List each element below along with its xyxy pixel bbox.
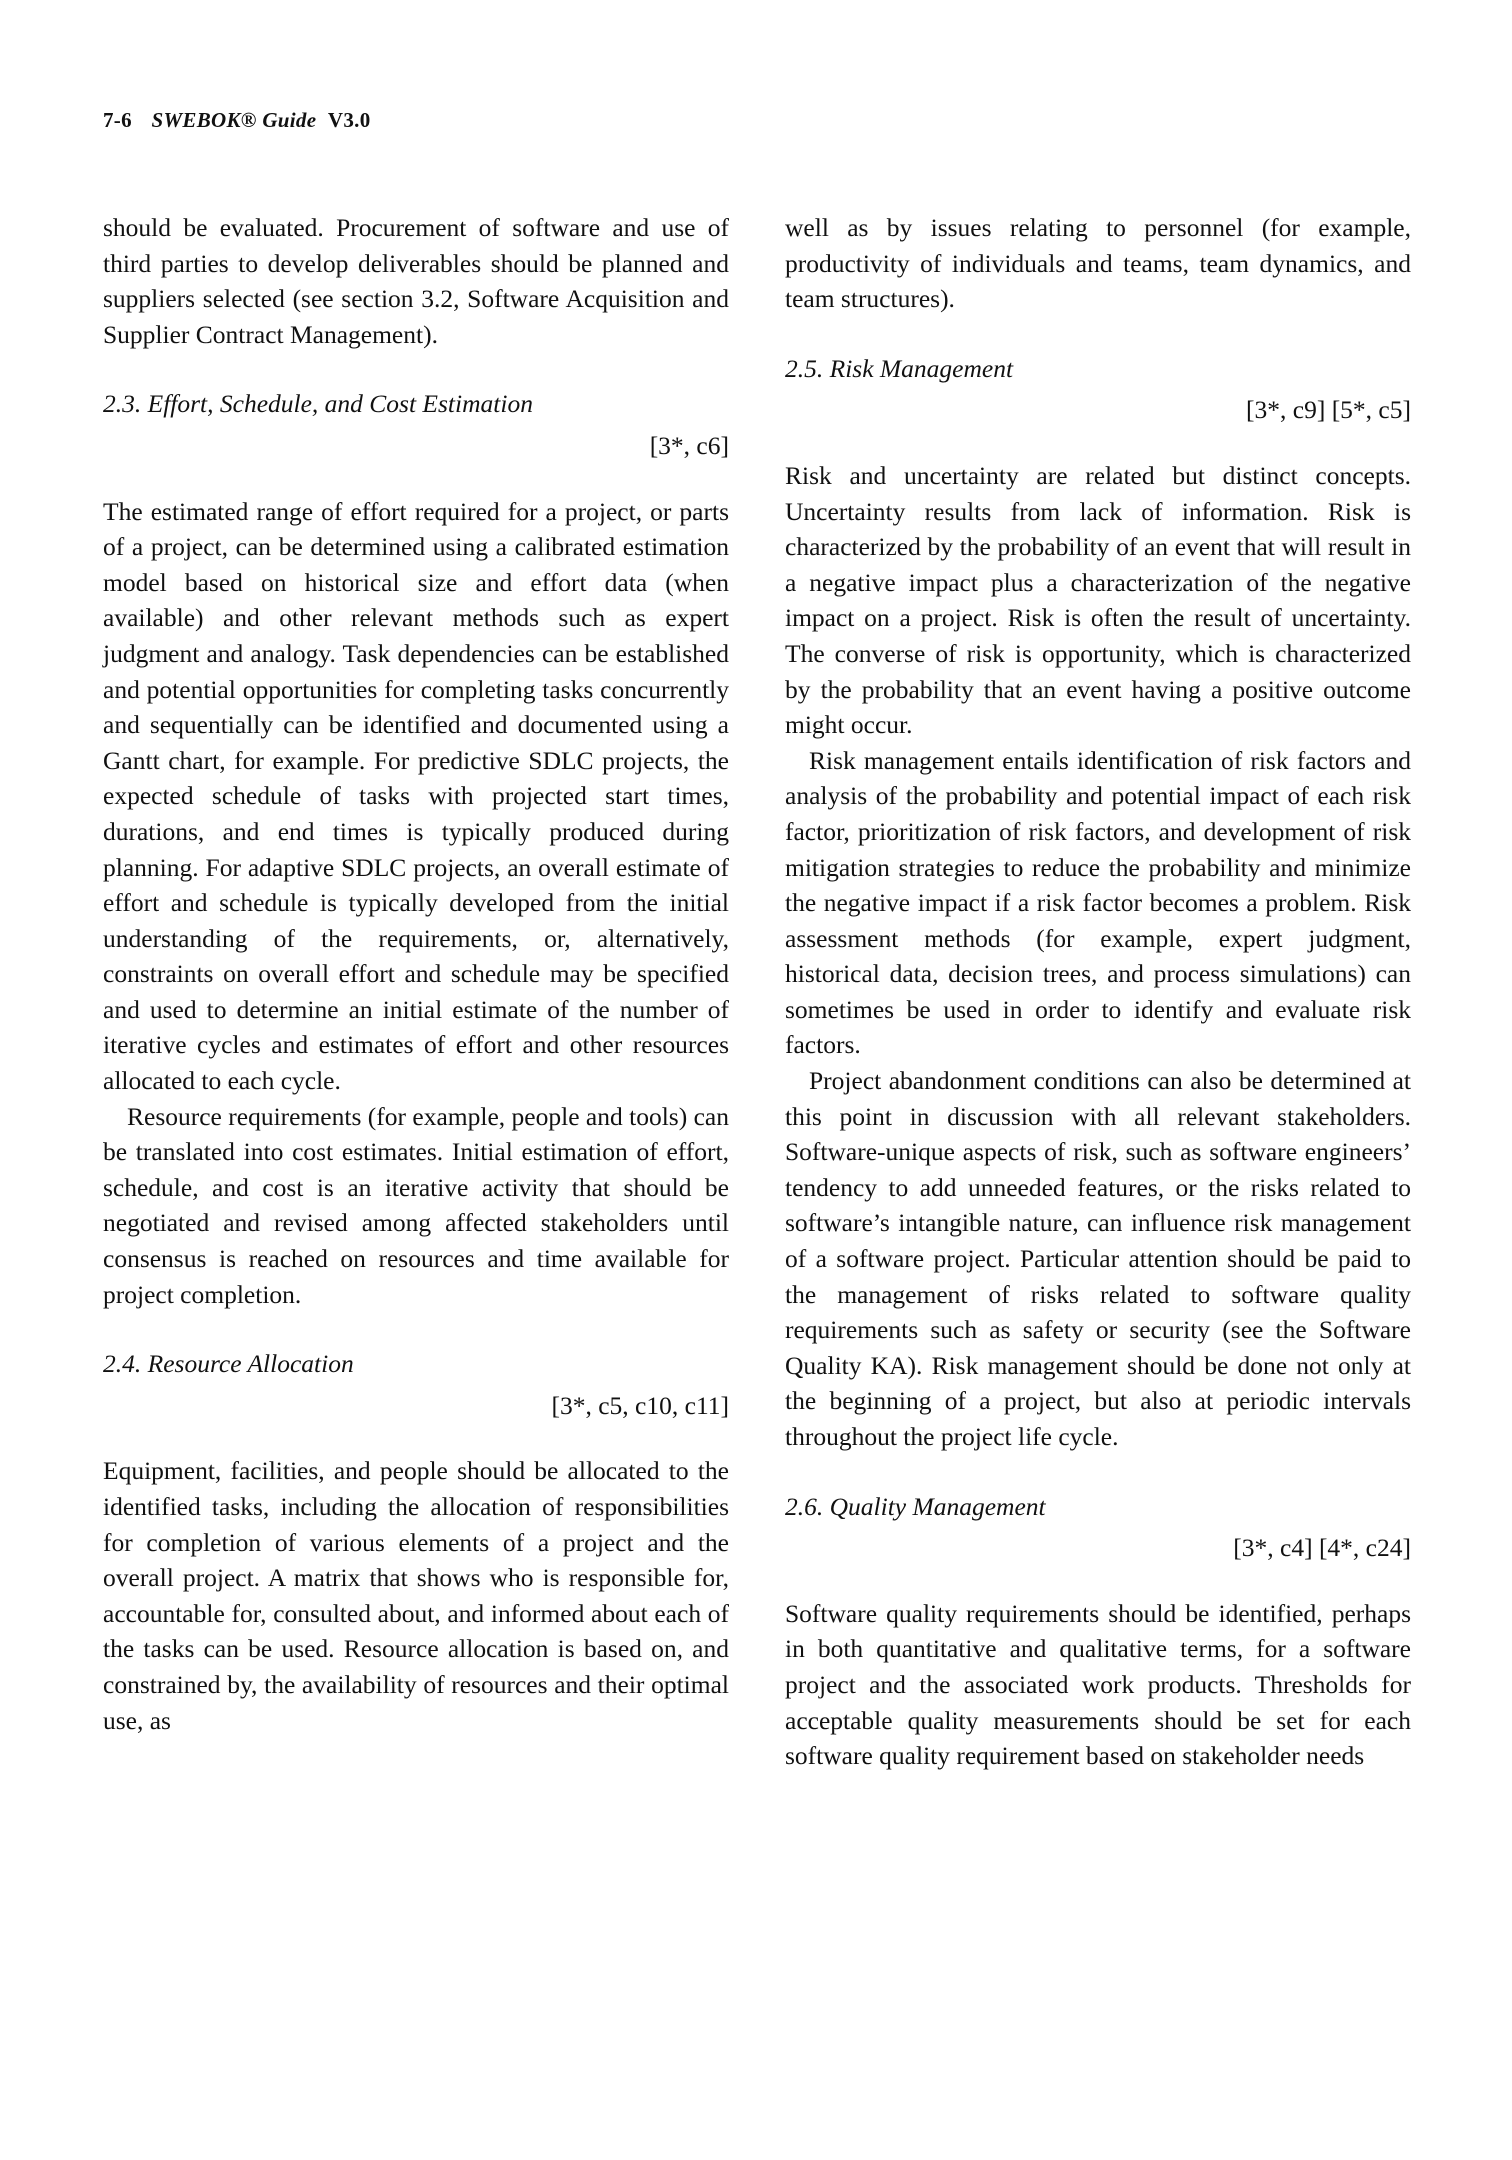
paragraph: Project abandonment conditions can also be determined at this point in discussion with all relevant stakeholders. Software-unique aspects of risk, such as software engineers’ tendency to add unneeded features, or the risks related to software’s intangible nature, can influence risk management of a software project. Particular attention should be paid to the management of risks related to software quality requirements such as safety or security (see the Software Quality KA). Risk management should be done not only at the beginning of a project, but also at periodic intervals throughout the project life cycle.: [785, 1066, 1411, 1451]
running-head: [103, 108, 371, 133]
paragraph: Risk management entails identification of risk factors and analysis of the probability and potential impact of each risk factor, prioritization of risk factors, and development of risk mitigation strategies to reduce the probability and minimize the negative impact if a risk factor becomes a problem. Risk assessment methods (for example, expert judgment, historical data, decision trees, and process simulations) can sometimes be used in order to identify and evaluate risk factors.: [785, 745, 1411, 1060]
section-references-2-3: [3*, c6]: [649, 430, 729, 460]
two-column-body: [103, 210, 1411, 1774]
page-folio: 7-6: [103, 108, 132, 132]
paragraph: Risk and uncertainty are related but distinct concepts. Uncertainty results from lack of information. Risk is characterized by the probability of an event that will result in a negative impact plus a characterization of the negative impact on a project. Risk is often the result of uncertainty. The converse of risk is opportunity, which is characterized by the probability that an event having a positive outcome might occur.: [785, 460, 1411, 740]
paragraph: The estimated range of effort required for a project, or parts of a project, can be determined using a calibrated estimation model based on historical size and effort data (when available) and other relevant methods such as expert judgment and analogy. Task dependencies can be established and potential opportunities for completing tasks concurrently and sequentially can be identified and documented using a Gantt chart, for example. For predictive SDLC projects, the expected schedule of tasks with projected start times, durations, and end times is typically produced during planning. For adaptive SDLC projects, an overall estimate of effort and schedule is typically developed from the initial understanding of the requirements, or, alternatively, constraints on overall effort and schedule may be specified and used to determine an initial estimate of the number of iterative cycles and estimates of effort and other resources allocated to each cycle.: [103, 496, 729, 1096]
document-title: SWEBOK® Guide: [151, 108, 317, 132]
section-references-2-4: [3*, c5, c10, c11]: [551, 1390, 729, 1420]
left-column: [103, 210, 729, 1774]
paragraph: well as by issues relating to personnel (for example, productivity of individuals and teams, team dynamics, and team structures).: [785, 213, 1411, 314]
section-heading-2-3: 2.3. Effort, Schedule, and Cost Estimation: [103, 389, 533, 419]
section-heading-2-6: 2.6. Quality Management: [785, 1491, 1046, 1521]
section-heading-2-5: 2.5. Risk Management: [785, 353, 1014, 383]
right-column: [785, 210, 1411, 1774]
section-heading-2-4: 2.4. Resource Allocation: [103, 1349, 354, 1379]
paragraph: should be evaluated. Procurement of software and use of third parties to develop deliverables should be planned and suppliers selected (see section 3.2, Software Acquisition and Supplier Contract Management).: [103, 213, 729, 349]
section-references-2-6: [3*, c4] [4*, c24]: [1233, 1533, 1411, 1563]
paragraph: Resource requirements (for example, people and tools) can be translated into cost estimates. Initial estimation of effort, schedule, and cost is an iterative activity that should be negotiated and revised among affected stakeholders until consensus is reached on resources and time available for project completion.: [103, 1101, 729, 1309]
paragraph: Equipment, facilities, and people should be allocated to the identified tasks, including the allocation of responsibilities for completion of various elements of a project and the overall project. A matrix that shows who is responsible for, accountable for, consulted about, and informed about each of the tasks can be used. Resource allocation is based on, and constrained by, the availability of resources and their optimal use, as: [103, 1456, 729, 1735]
section-references-2-5: [3*, c9] [5*, c5]: [1246, 395, 1411, 425]
paragraph: Software quality requirements should be identified, perhaps in both quantitative and qualitative terms, for a software project and the associated work products. Thresholds for acceptable quality measurements should be set for each software quality requirement based on stakeholder needs: [785, 1598, 1411, 1771]
document-version: V3.0: [327, 108, 371, 132]
